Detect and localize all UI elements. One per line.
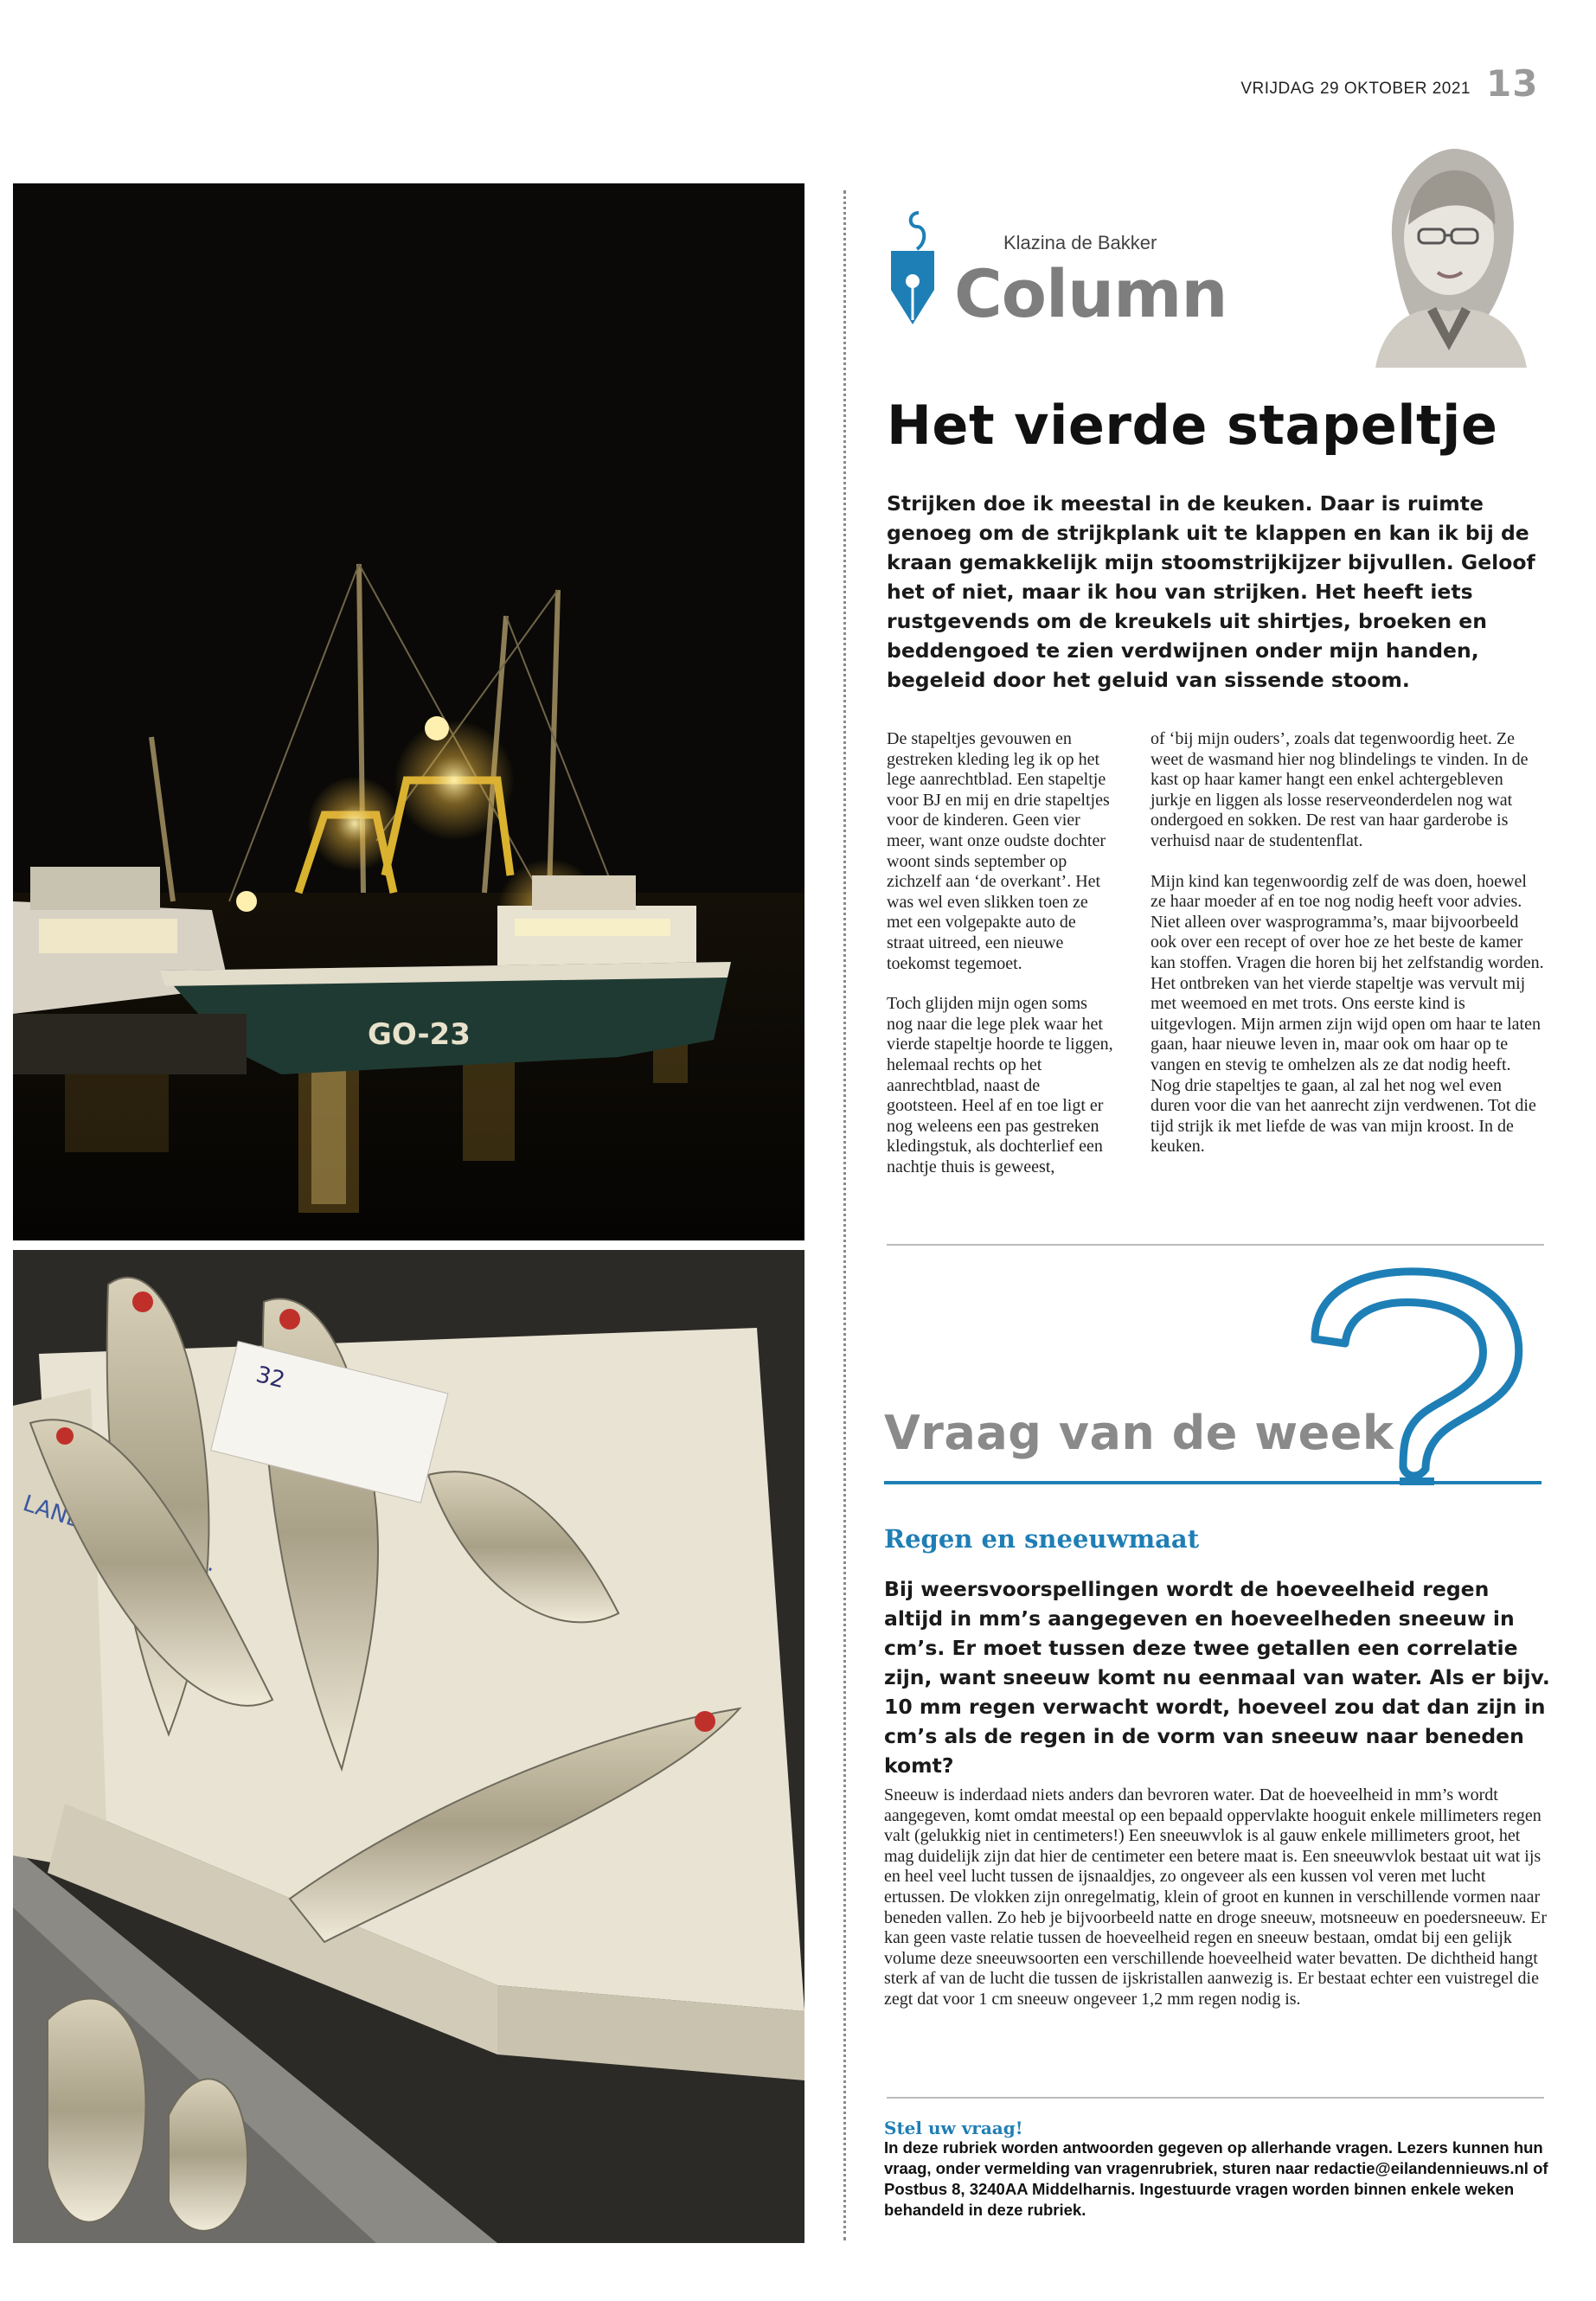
column-title: Het vierde stapeltje	[887, 394, 1498, 457]
photo-fishing-boats-night	[13, 183, 804, 1240]
label-number: 32	[253, 1362, 288, 1394]
column-divider	[843, 190, 846, 2240]
column-paragraph: of ‘bij mijn ouders’, zoals dat tegenwoordig heet. Ze weet de wasmand hier nog blindelings te vinden. In de kast op haar kamer hangt een enkel achtergebleven jurkje en liggen als losse reserveonderdelen nog wat ondergoed en sokken. De rest van haar garderobe is verhuisd naar de studentenflat.	[1151, 729, 1529, 850]
column-lead: Strijken doe ik meestal in de keuken. Daar is ruimte genoeg om de strijkplank uit te klappen en kan ik bij de kraan gemakkelijk mijn stoomstrijkijzer bijvullen. Geloof het of niet, maar ik hou van strijken. Het heeft iets rustgevends om de kreukels uit shirtjes, broeken en beddengoed te zien verdwijnen onder mijn handen, begeleid door het geluid van sissende stoom.	[887, 491, 1535, 692]
author-portrait	[1358, 143, 1535, 368]
fountain-pen-mouse-icon	[882, 208, 943, 337]
column-paragraph: Mijn kind kan tegenwoordig zelf de was doen, hoewel ze haar moeder af en toe nog nodig heeft voor advies. Niet alleen over wasprogramma’s, maar bijvoorbeeld ook over een recept of over hoe ze het beste de kamer kan stoffen. Vragen die horen bij het zelfstandig worden. Het ontbreken van het vierde stapeltje was vervult mij met weemoed en met trots. Ons eerste kind is uitgevlogen. Mijn armen zijn wijd open om haar te laten gaan, haar nieuwe leven in, maar ook om haar op te vangen en stevig te omhelzen als ze dat nodig heeft. Nog drie stapeltjes te gaan, al zal het nog wel even duren voor die van het aanrecht zijn verdwenen. Tot die tijd strijk ik met liefde de was van mijn kroost. In de keuken.	[1151, 871, 1544, 1157]
ask-question-title: Stel uw vraag!	[884, 2118, 1023, 2138]
question-subtitle: Regen en sneeuwmaat	[884, 1524, 1200, 1554]
crate-marking: LAND	[19, 1490, 87, 1535]
answer-text: Sneeuw is inderdaad niets anders dan bevroren water. Dat de hoeveelheid in mm’s wordt aangegeven, komt omdat meestal op een bepaald oppervlakte hooguit enkele millimeters regen valt (gelukkig niet in centimeters!) Een sneeuwvlok is al gauw enkele millimeters groot, het mag duidelijk zijn dat hier de centimeter een betere maat is. Een sneeuwvlok bestaat uit wat ijs en heel veel lucht tussen de ijsnaaldjes, zo ongeveer als een kussen vol veren met lucht ertussen. De vlokken zijn onregelmatig, klein of groot en kunnen in verschillende vormen naar beneden vallen. Zo heb je bijvoorbeeld natte en droge sneeuw, motsneeuw en poedersneeuw. Er kan geen vaste relatie tussen de hoeveelheid regen en sneeuw bestaan, omdat bij een gelijk volume deze sneeuwsoorten een verschillende hoeveelheid water bevatten. De dichtheid hangt sterk af van de lucht die tussen de ijskristallen aanwezig is. Er bestaat echter een vuistregel die zegt dat voor 1 cm sneeuw ongeveer 1,2 mm regen nodig is.	[884, 1785, 1548, 2009]
column-author: Klazina de Bakker	[1003, 232, 1157, 253]
section-title: Vraag van de week	[884, 1406, 1394, 1460]
ask-question-text: In deze rubriek worden antwoorden gegeven op allerhande vragen. Lezers kunnen hun vraag, onder vermelding van vragenrubriek, sturen naar redactie@eilandennieuws.nl of Postbus 8, 3240AA Middelharnis. Ingestuurde vragen worden binnen enkele weken behandeld in deze rubriek.	[884, 2138, 1548, 2219]
section-divider	[887, 2097, 1544, 2099]
column-text-right	[1151, 729, 1544, 1177]
hull-marking: GO-23	[368, 1017, 471, 1052]
photo-fish-crates	[13, 1250, 804, 2243]
page-number: 13	[1486, 62, 1539, 105]
column-text-left	[887, 729, 1113, 1197]
column-paragraph: Toch glijden mijn ogen soms nog naar die lege plek waar het vierde stapeltje hoorde te liggen, helemaal rechts op het aanrechtblad, naast de gootsteen. Heel af en toe ligt er nog weleens een pas gestreken kledingstuk, als dochterlief een nachtje thuis is geweest,	[887, 994, 1113, 1176]
section-title-underline	[884, 1481, 1542, 1484]
column-label: Column	[954, 255, 1227, 332]
section-divider	[887, 1244, 1544, 1246]
question-text: Bij weersvoorspellingen wordt de hoeveelheid regen altijd in mm’s aangegeven en hoeveelheden sneeuw in cm’s. Er moet tussen deze twee getallen een correlatie zijn, want sneeuw komt nu eenmaal van water. Als er bijv. 10 mm regen verwacht wordt, hoeveel zou dat dan zijn in cm’s als de regen in de vorm van sneeuw naar beneden komt?	[884, 1577, 1550, 1778]
column-paragraph: De stapeltjes gevouwen en gestreken kleding leg ik op het lege aanrechtblad. Een stapeltje voor BJ en mij en drie stapeltjes voor de kinderen. Geen vier meer, want onze oudste dochter woont sinds september op zichzelf aan ‘de overkant’. Het was wel even slikken toen ze met een volgepakte auto de straat uitreed, een nieuwe toekomst tegemoet.	[887, 729, 1110, 973]
issue-date: VRIJDAG 29 OKTOBER 2021	[1240, 80, 1471, 98]
